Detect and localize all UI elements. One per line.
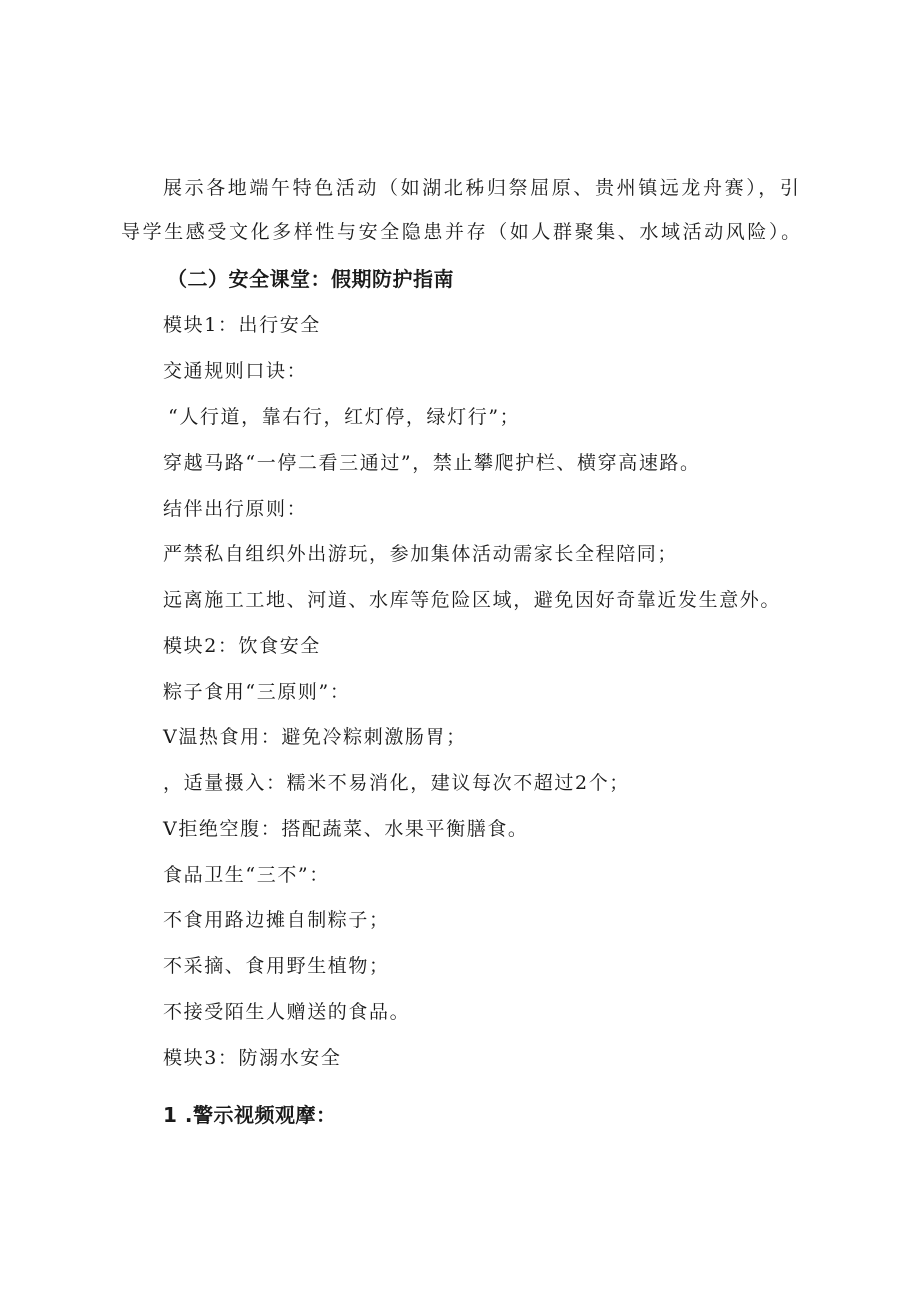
traffic-rules-label: 交通规则口诀：: [163, 360, 308, 382]
food-hygiene-label: 食品卫生“三不”：: [163, 864, 330, 886]
section-heading: （二）安全课堂：假期防护指南: [167, 267, 454, 291]
zongzi-principles-label: 粽子食用“三原则”：: [163, 681, 351, 703]
group-travel-label: 结伴出行原则：: [163, 498, 308, 520]
food-hygiene-rule-3: 不接受陌生人赠送的食品。: [163, 1001, 411, 1023]
zongzi-principle-3: V拒绝空腹：搭配蔬菜、水果平衡膳食。: [163, 818, 529, 840]
module-3-heading: 模块3：防溺水安全: [163, 1047, 342, 1069]
group-travel-rule-1: 严禁私自组织外出游玩，参加集体活动需家长全程陪同；: [163, 543, 679, 565]
zongzi-principle-2: ，适量摄入：糯米不易消化，建议每次不超过2个；: [163, 772, 630, 794]
food-hygiene-rule-1: 不食用路边摊自制粽子；: [163, 909, 390, 931]
intro-paragraph-line-2: 导学生感受文化多样性与安全隐患并存（如人群聚集、水域活动风险）。: [121, 221, 803, 243]
intro-paragraph-line-1: 展示各地端午特色活动（如湖北秭归祭屈原、贵州镇远龙舟赛），引: [163, 177, 802, 199]
crossing-rule: 穿越马路“一停二看三通过”，禁止攀爬护栏、横穿高速路。: [163, 452, 701, 474]
video-subheading: 1 .警示视频观摩：: [163, 1103, 337, 1127]
food-hygiene-rule-2: 不采摘、食用野生植物；: [163, 955, 390, 977]
group-travel-rule-2: 远离施工工地、河道、水库等危险区域，避免因好奇靠近发生意外。: [163, 589, 782, 611]
module-1-heading: 模块1：出行安全: [163, 314, 321, 336]
module-2-heading: 模块2：饮食安全: [163, 635, 321, 657]
zongzi-principle-1: V温热食用：避免冷粽刺激肠胃；: [163, 726, 467, 748]
traffic-rhyme: “人行道，靠右行，红灯停，绿灯行”；: [168, 406, 521, 428]
